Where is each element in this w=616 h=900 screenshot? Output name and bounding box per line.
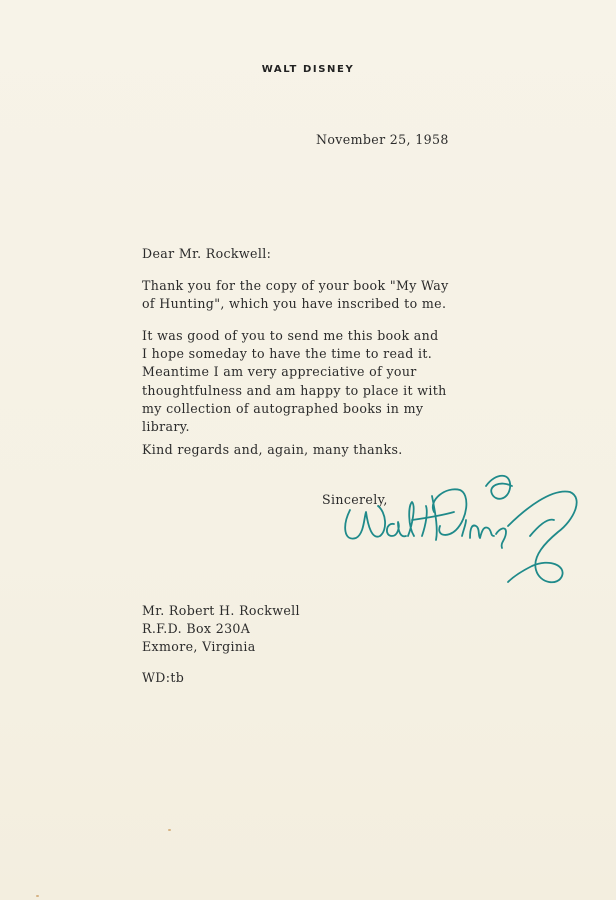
address-line: Exmore, Virginia [142,639,256,655]
address-line: Mr. Robert H. Rockwell [142,603,300,618]
letter-date: November 25, 1958 [316,132,449,147]
closing: Sincerely, [322,492,388,507]
paragraph-line: library. [142,419,190,435]
salutation: Dear Mr. Rockwell: [142,246,272,261]
paragraph-line: my collection of autographed books in my [142,400,424,416]
paper-speck [168,829,171,831]
handwritten-signature [336,466,586,596]
paragraph-3 [142,441,403,459]
address-line: R.F.D. Box 230A [142,621,251,637]
paragraph-line: Thank you for the copy of your book "My Way [142,278,449,293]
recipient-address [142,602,300,657]
paragraph-line: thoughtfulness and am happy to place it with [142,382,447,398]
paper-speck [36,895,39,897]
paragraph-line: Meantime I am very appreciative of your [142,364,417,380]
paragraph-line: It was good of you to send me this book and [142,328,439,343]
paragraph-line: Kind regards and, again, many thanks. [142,442,403,457]
paragraph-1 [142,277,449,313]
letterhead: WALT DISNEY [261,64,355,75]
paragraph-line: of Hunting", which you have inscribed to me. [142,296,447,312]
paragraph-2 [142,327,447,436]
reference-initials: WD:tb [142,670,185,685]
paragraph-line: I hope someday to have the time to read it. [142,346,433,362]
